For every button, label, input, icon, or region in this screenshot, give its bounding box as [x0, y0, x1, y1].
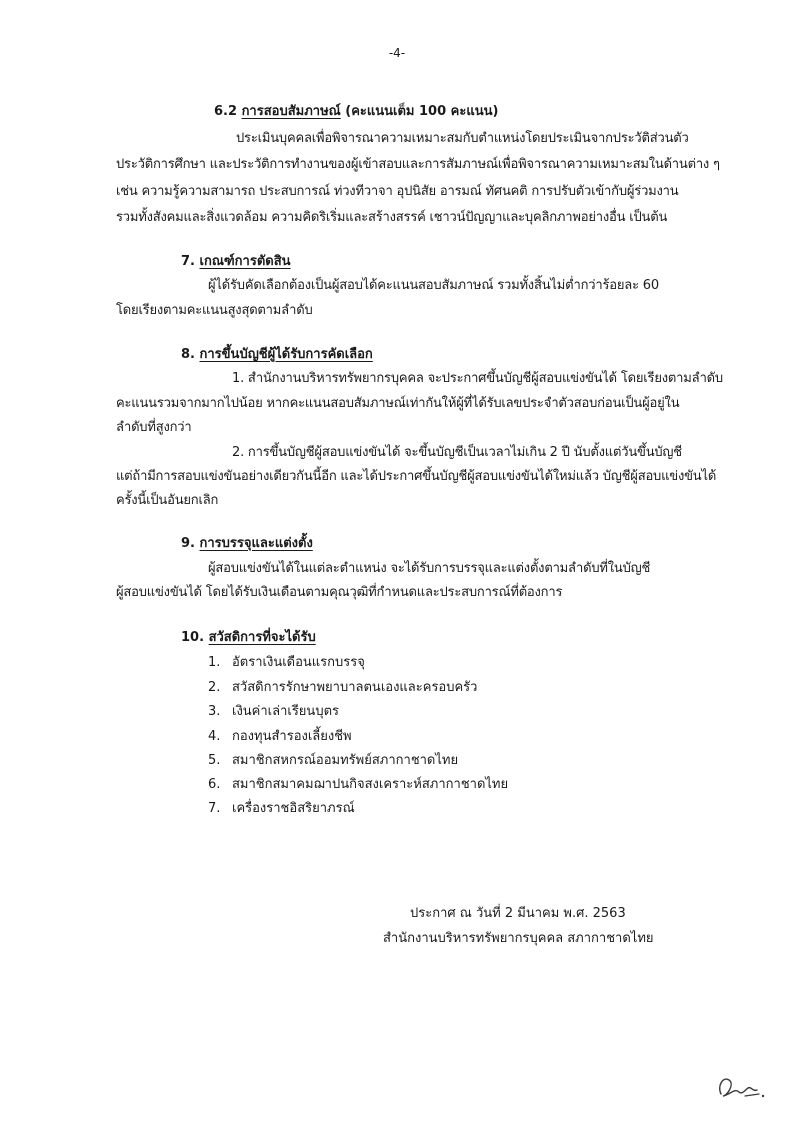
paragraph-line: แต่ถ้ามีการสอบแข่งขันอย่างเดียวกันนี้อีก และได้ประกาศขึ้นบัญชีผู้สอบแข่งขันได้ใหม่แล้ว บัญชีผู้สอบแข่งขันได้	[116, 469, 717, 484]
section-number: 6.2	[214, 104, 238, 119]
paragraph-line: ผู้สอบแข่งขันได้ในแต่ละตำแหน่ง จะได้รับการบรรจุและแต่งตั้งตามลำดับที่ในบัญชี	[208, 561, 651, 576]
paragraph-line: เช่น ความรู้ความสามารถ ประสบการณ์ ท่วงทีวาจา อุปนิสัย อารมณ์ ทัศนคติ การปรับตัวเข้ากับผู้ร่วมงาน	[116, 184, 679, 199]
paragraph-line: ประวัติการศึกษา และประวัติการทำงานของผู้เข้าสอบและการสัมภาษณ์เพื่อพิจารณาความเหมาะสมในด้านต่าง ๆ	[116, 157, 720, 172]
section-title: การขึ้นบัญชีผู้ได้รับการคัดเลือก	[199, 347, 373, 362]
handwritten-initials-icon	[715, 1070, 771, 1108]
paragraph-line: คะแนนรวมจากมากไปน้อย หากคะแนนสอบสัมภาษณ์เท่ากันให้ผู้ที่ได้รับเลขประจำตัวสอบก่อนเป็นผู้อยู่ใน	[116, 396, 680, 411]
paragraph-line: ครั้งนี้เป็นอันยกเลิก	[116, 493, 219, 508]
announcement-office: สำนักงานบริหารทรัพยากรบุคคล สภากาชาดไทย	[383, 931, 654, 946]
section-title: สวัสดิการที่จะได้รับ	[208, 630, 316, 645]
paragraph-line: รวมทั้งสังคมและสิ่งแวดล้อม ความคิดริเริ่มและสร้างสรรค์ เชาวน์ปัญญาและบุคลิกภาพอย่างอื่น เป็นต้น	[116, 210, 668, 225]
section-title: การบรรจุและแต่งตั้ง	[199, 536, 313, 551]
page-number: -4-	[388, 46, 406, 60]
paragraph-line: 1. สำนักงานบริหารทรัพยากรบุคคล จะประกาศขึ้นบัญชีผู้สอบแข่งขันได้ โดยเรียงตามลำดับ	[232, 371, 723, 386]
section-title: การสอบสัมภาษณ์	[241, 104, 341, 119]
list-item: 7. เครื่องราชอิสริยาภรณ์	[208, 801, 355, 816]
list-item: 6. สมาชิกสมาคมฌาปนกิจสงเคราะห์สภากาชาดไทย	[208, 777, 509, 792]
paragraph-line: ลำดับที่สูงกว่า	[116, 420, 192, 435]
section-number: 7.	[181, 254, 195, 269]
section-number: 10.	[181, 630, 205, 645]
section-10-heading	[181, 626, 316, 647]
paragraph-line: โดยเรียงตามคะแนนสูงสุดตามลำดับ	[116, 303, 313, 318]
section-6-2-heading	[214, 100, 498, 121]
section-8-heading	[181, 343, 373, 364]
section-number: 9.	[181, 536, 195, 551]
section-number: 8.	[181, 347, 195, 362]
score-note: (คะแนนเต็ม 100 คะแนน)	[345, 104, 499, 119]
list-item: 3. เงินค่าเล่าเรียนบุตร	[208, 704, 339, 719]
section-7-heading	[181, 250, 291, 271]
section-9-heading	[181, 532, 313, 553]
paragraph-line: 2. การขึ้นบัญชีผู้สอบแข่งขันได้ จะขึ้นบัญชีเป็นเวลาไม่เกิน 2 ปี นับตั้งแต่วันขึ้นบัญชี	[232, 445, 682, 460]
section-title: เกณฑ์การตัดสิน	[199, 254, 291, 269]
paragraph-line: ประเมินบุคคลเพื่อพิจารณาความเหมาะสมกับตำแหน่งโดยประเมินจากประวัติส่วนตัว	[236, 131, 689, 146]
paragraph-line: ผู้สอบแข่งขันได้ โดยได้รับเงินเดือนตามคุณวุฒิที่กำหนดและประสบการณ์ที่ต้องการ	[116, 585, 563, 600]
announcement-date: ประกาศ ณ วันที่ 2 มีนาคม พ.ศ. 2563	[410, 906, 626, 921]
list-item: 2. สวัสดิการรักษาพยาบาลตนเองและครอบครัว	[208, 680, 478, 695]
list-item: 5. สมาชิกสหกรณ์ออมทรัพย์สภากาชาดไทย	[208, 753, 459, 768]
paragraph-line: ผู้ได้รับคัดเลือกต้องเป็นผู้สอบได้คะแนนสอบสัมภาษณ์ รวมทั้งสิ้นไม่ต่ำกว่าร้อยละ 60	[208, 278, 659, 293]
list-item: 1. อัตราเงินเดือนแรกบรรจุ	[208, 655, 365, 670]
list-item: 4. กองทุนสำรองเลี้ยงชีพ	[208, 729, 352, 744]
